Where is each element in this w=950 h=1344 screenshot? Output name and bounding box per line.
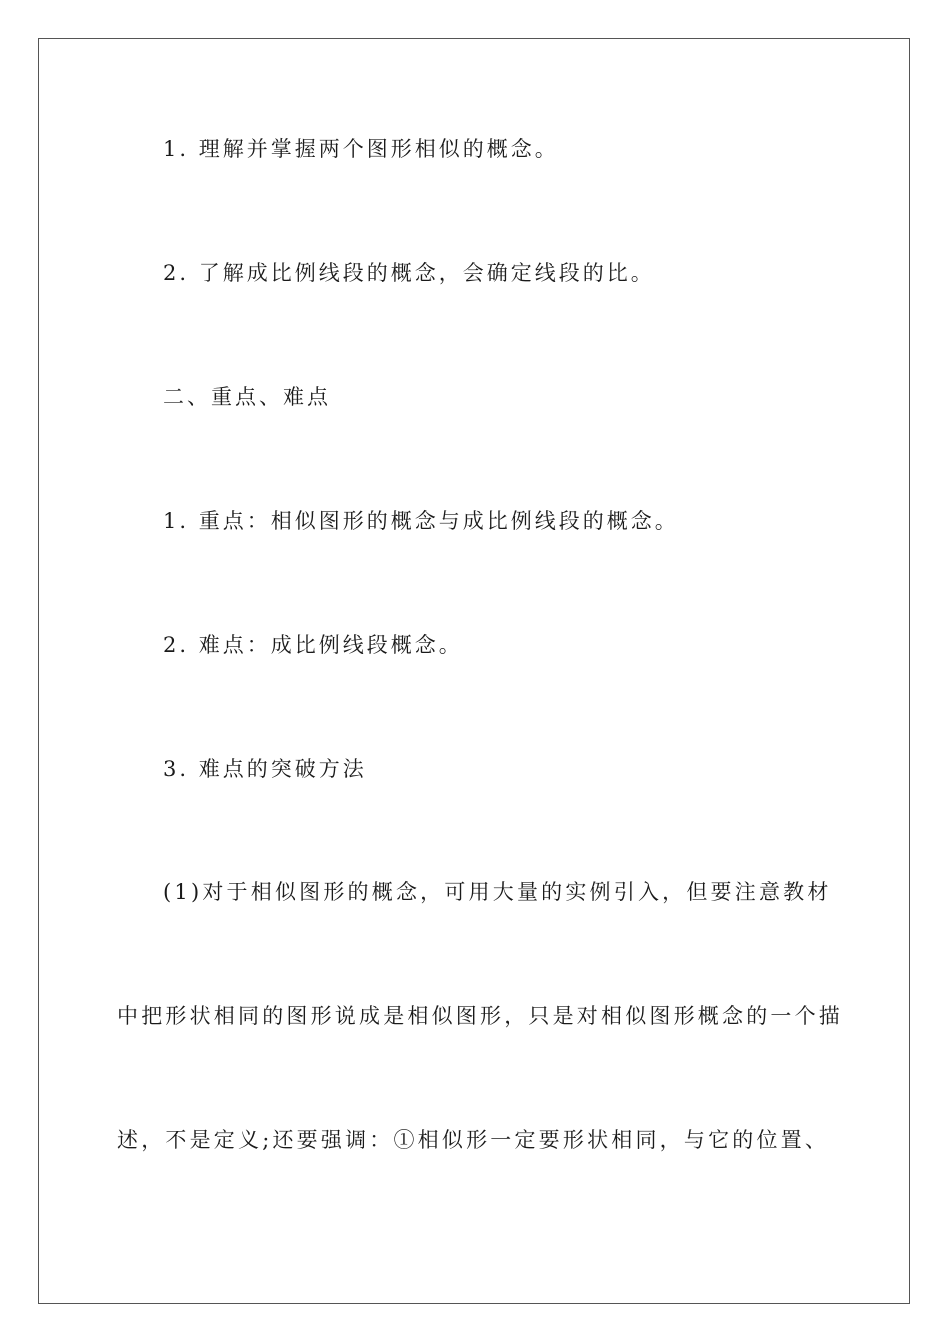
key-point-line: 1. 重点：相似图形的概念与成比例线段的概念。 — [163, 509, 679, 533]
paragraph-line-2: 中把形状相同的图形说成是相似图形，只是对相似图形概念的一个描 — [117, 1004, 843, 1028]
breakthrough-heading: 3. 难点的突破方法 — [163, 757, 367, 781]
difficulty-line: 2. 难点：成比例线段概念。 — [163, 633, 463, 657]
paragraph-line-1: (1)对于相似图形的概念，可用大量的实例引入，但要注意教材 — [163, 880, 832, 904]
paragraph-line-3: 述，不是定义;还要强调：①相似形一定要形状相同，与它的位置、 — [117, 1128, 830, 1152]
page-border — [38, 38, 910, 1304]
section-heading: 二、重点、难点 — [163, 385, 331, 409]
objective-line-1: 1. 理解并掌握两个图形相似的概念。 — [163, 137, 559, 161]
objective-line-2: 2. 了解成比例线段的概念，会确定线段的比。 — [163, 261, 655, 285]
